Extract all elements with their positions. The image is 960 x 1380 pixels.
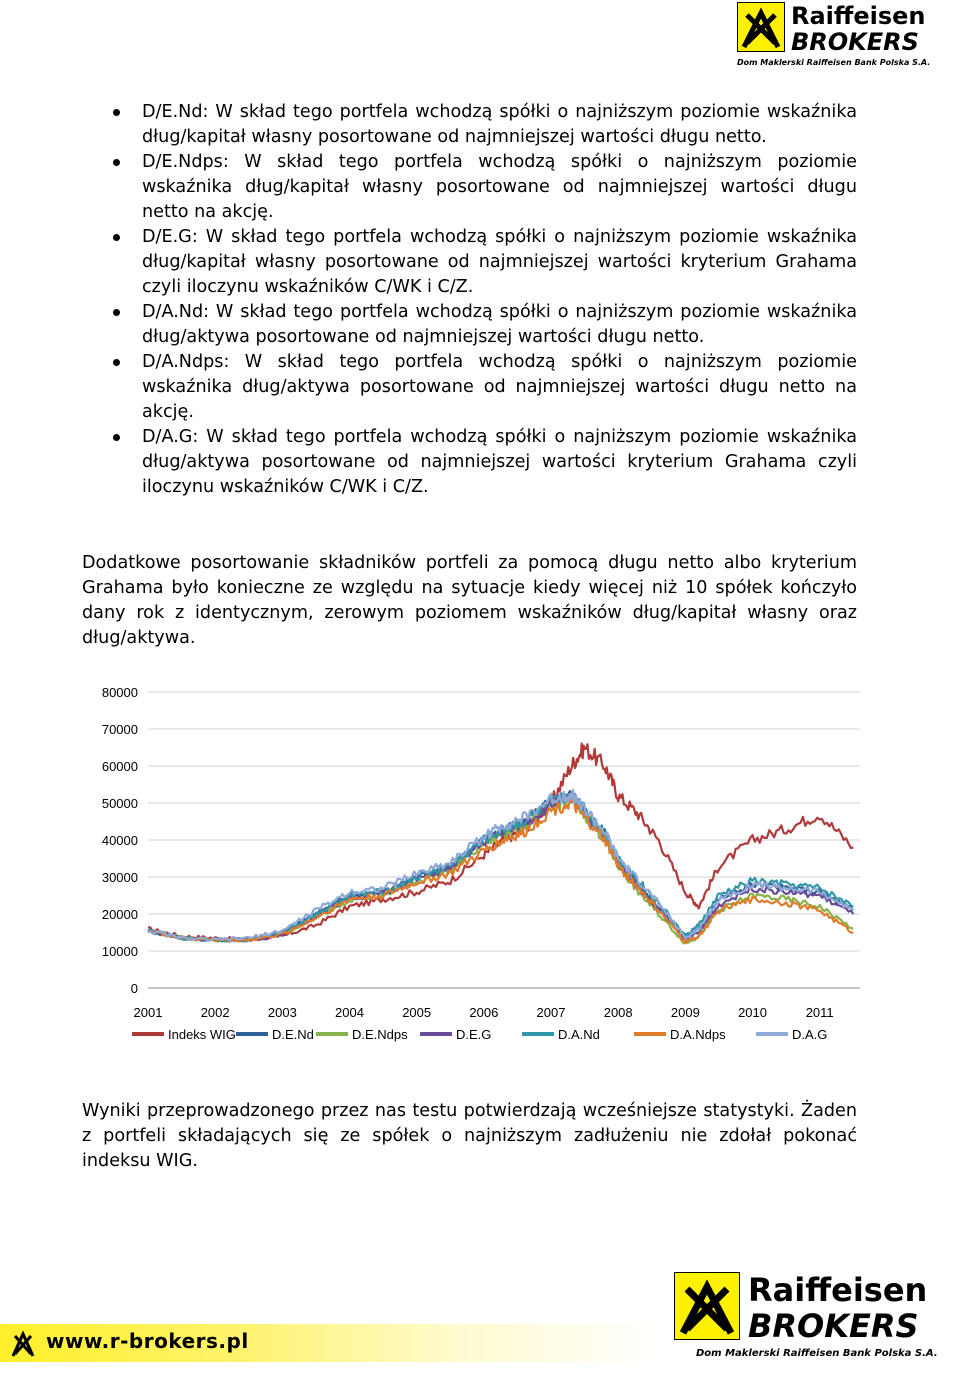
x-tick-label: 2003 <box>267 1005 297 1020</box>
list-item: D/E.G: W skład tego portfela wchodzą spółki o najniższym poziomie wskaźnika dług/kapitał własny posortowane od najmniejszej wartości kryterium Grahama czyli iloczynu wskaźników C/WK i C/Z. <box>110 225 857 300</box>
series-line <box>148 790 853 941</box>
series-line <box>148 744 853 941</box>
portfolio-definitions-list <box>110 100 857 500</box>
series-line <box>148 794 853 943</box>
brand-name-line1: Raiffeisen <box>748 1271 928 1309</box>
legend-label: D.E.Ndps <box>352 1027 408 1042</box>
list-item: D/A.G: W skład tego portfela wchodzą spółki o najniższym poziomie wskaźnika dług/aktywa posortowane od najmniejszej wartości kryterium Grahama czyli iloczynu wskaźników C/WK i C/Z. <box>110 425 857 500</box>
paragraph-sorting-note: Dodatkowe posortowanie składników portfeli za pomocą długu netto albo kryterium Grahama było konieczne ze względu na sytuacje kiedy więcej niż 10 spółek kończyło dany rok z identycznym, zerowym poziomem wskaźników dług/kapitał własny oraz dług/aktywa. <box>82 553 857 648</box>
brand-name-line2: BROKERS <box>748 1307 919 1345</box>
brand-logo-top <box>737 2 937 72</box>
y-tick-label: 80000 <box>101 685 138 700</box>
y-tick-label: 60000 <box>101 759 138 774</box>
series-line <box>148 800 853 943</box>
x-tick-label: 2004 <box>335 1005 364 1020</box>
y-tick-label: 50000 <box>101 796 138 811</box>
footer-url: www.r-brokers.pl <box>46 1329 249 1353</box>
brand-tagline: Dom Maklerski Raiffeisen Bank Polska S.A. <box>737 58 931 67</box>
brand-logo-bottom <box>674 1272 940 1367</box>
list-item: D/E.Ndps: W skład tego portfela wchodzą spółki o najniższym poziomie wskaźnika dług/kapitał własny posortowane od najmniejszej wartości długu netto na akcję. <box>110 150 857 225</box>
x-tick-label: 2006 <box>469 1005 499 1020</box>
list-item: D/A.Ndps: W skład tego portfela wchodzą spółki o najniższym poziomie wskaźnika dług/aktywa posortowane od najmniejszej wartości długu netto na akcję. <box>110 350 857 425</box>
legend-label: D.A.Ndps <box>670 1027 726 1042</box>
portfolio-performance-chart <box>88 680 880 1050</box>
paragraph-results: Wyniki przeprowadzonego przez nas testu potwierdzają wcześniejsze statystyki. Żaden z portfeli składających się ze spółek o najniższym zadłużeniu nie zdołał pokonać indeksu WIG. <box>82 1101 857 1171</box>
x-tick-label: 2011 <box>805 1005 834 1020</box>
y-tick-label: 0 <box>130 981 138 996</box>
legend-label: D.E.Nd <box>272 1027 314 1042</box>
x-tick-label: 2002 <box>200 1005 230 1020</box>
legend-label: D.A.G <box>792 1027 828 1042</box>
series-line <box>148 792 853 941</box>
x-tick-label: 2001 <box>133 1005 163 1020</box>
footer-bar <box>0 1314 660 1366</box>
y-tick-label: 20000 <box>101 907 138 922</box>
legend-label: D.E.G <box>456 1027 492 1042</box>
series-line <box>148 794 853 941</box>
brand-tagline: Dom Maklerski Raiffeisen Bank Polska S.A. <box>696 1348 938 1359</box>
y-tick-label: 70000 <box>101 722 138 737</box>
x-tick-label: 2005 <box>402 1005 432 1020</box>
raiffeisen-gable-cross-icon <box>10 1328 36 1358</box>
x-tick-label: 2010 <box>738 1005 767 1020</box>
x-tick-label: 2008 <box>603 1005 633 1020</box>
list-item: D/E.Nd: W skład tego portfela wchodzą spółki o najniższym poziomie wskaźnika dług/kapitał własny posortowane od najmniejszej wartości długu netto. <box>110 100 857 150</box>
raiffeisen-gable-cross-icon <box>674 1272 740 1340</box>
x-tick-label: 2009 <box>670 1005 700 1020</box>
y-tick-label: 10000 <box>101 944 138 959</box>
brand-name-line1: Raiffeisen <box>791 2 926 30</box>
legend-label: Indeks WIG <box>168 1027 236 1042</box>
series-line <box>148 791 853 941</box>
legend-label: D.A.Nd <box>558 1027 600 1042</box>
list-item: D/A.Nd: W skład tego portfela wchodzą spółki o najniższym poziomie wskaźnika dług/aktywa posortowane od najmniejszej wartości długu netto. <box>110 300 857 350</box>
raiffeisen-gable-cross-icon <box>737 2 785 52</box>
y-tick-label: 40000 <box>101 833 138 848</box>
brand-name-line2: BROKERS <box>791 28 919 56</box>
y-tick-label: 30000 <box>101 870 138 885</box>
x-tick-label: 2007 <box>536 1005 566 1020</box>
